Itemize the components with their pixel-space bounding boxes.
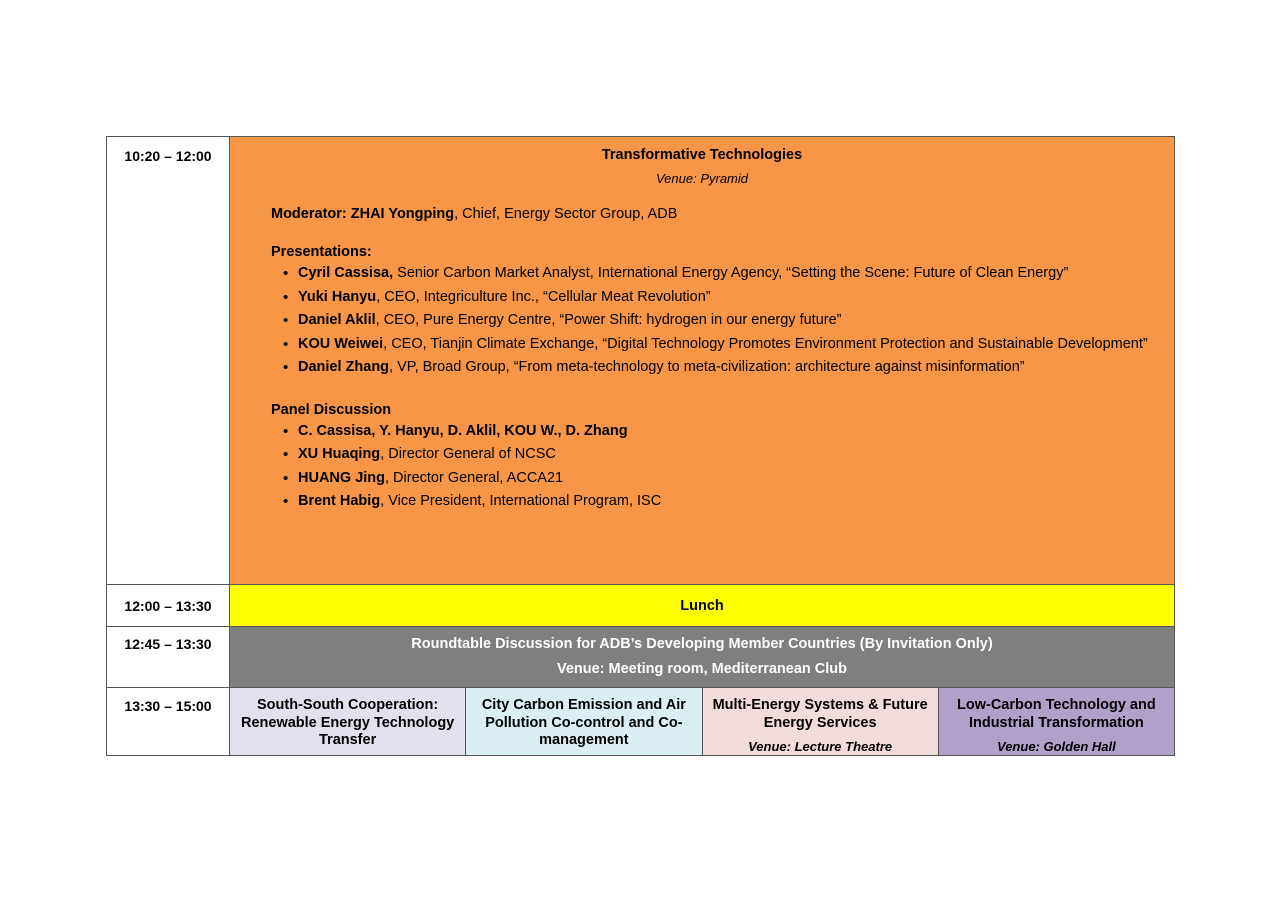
speaker-name: Daniel Zhang <box>298 359 390 375</box>
agenda-row-roundtable <box>107 627 1175 688</box>
roundtable-block <box>230 627 1175 688</box>
panelist-name: XU Huaqing <box>298 446 381 462</box>
agenda-row-lunch <box>107 585 1175 627</box>
time-cell: 13:30 – 15:00 <box>107 688 230 756</box>
session-title: Low-Carbon Technology and Industrial Transformation <box>957 697 1156 731</box>
lunch-block: Lunch <box>230 585 1175 627</box>
presentation-item <box>271 333 1166 357</box>
presentation-item <box>271 262 1166 286</box>
parallel-session-4 <box>938 688 1174 756</box>
presentation-item <box>271 309 1166 333</box>
panel-heading: Panel Discussion <box>271 401 392 418</box>
session-title: City Carbon Emission and Air Pollution Co-control and Co-management <box>481 697 686 748</box>
session-venue: Venue: Lecture Theatre <box>748 739 893 754</box>
speaker-detail: , VP, Broad Group, “From meta-technology to meta-civilization: architecture against misinformation” <box>389 359 1025 375</box>
moderator-name: Moderator: ZHAI Yongping <box>271 206 455 222</box>
panelist-name: Brent Habig <box>298 493 381 509</box>
panel-item <box>271 490 1166 514</box>
agenda-row-transformative <box>107 137 1175 585</box>
parallel-session-2 <box>466 688 702 756</box>
panel-item <box>271 420 1166 444</box>
moderator-line <box>271 206 1166 222</box>
presentations-list <box>271 262 1166 380</box>
presentations-heading: Presentations: <box>271 244 372 260</box>
panelist-name: HUANG Jing <box>298 469 385 486</box>
parallel-session-3 <box>702 688 938 756</box>
session-venue: Venue: Golden Hall <box>997 739 1116 754</box>
session-venue: Venue: Pyramid <box>655 171 748 186</box>
moderator-role: , Chief, Energy Sector Group, ADB <box>454 206 678 222</box>
parallel-session-1 <box>230 688 466 756</box>
roundtable-title: Roundtable Discussion for ADB’s Developing Member Countries (By Invitation Only) <box>411 636 993 652</box>
agenda-row-parallel-sessions <box>107 688 1175 756</box>
speaker-name: Cyril Cassisa, <box>298 265 394 281</box>
session-title: Multi-Energy Systems & Future Energy Services <box>712 697 928 731</box>
agenda-table <box>106 136 1175 756</box>
panel-item <box>271 467 1166 491</box>
roundtable-venue: Venue: Meeting room, Mediterranean Club <box>556 661 848 677</box>
speaker-name: KOU Weiwei <box>298 335 384 352</box>
speaker-name: Yuki Hanyu <box>298 288 377 305</box>
panelist-detail: , Director General of NCSC <box>380 446 556 462</box>
transformative-technologies-block <box>230 137 1175 585</box>
speaker-detail: Senior Carbon Market Analyst, International Energy Agency, “Setting the Scene: Future of Clean Energy” <box>393 265 1069 281</box>
presentation-item <box>271 356 1166 380</box>
time-cell: 12:00 – 13:30 <box>107 585 230 627</box>
session-title: South-South Cooperation: Renewable Energy Technology Transfer <box>240 697 455 748</box>
speaker-detail: , CEO, Pure Energy Centre, “Power Shift: hydrogen in our energy future” <box>375 312 842 328</box>
presentation-item <box>271 286 1166 310</box>
speaker-detail: , CEO, Integriculture Inc., “Cellular Meat Revolution” <box>376 288 711 305</box>
panelist-name: C. Cassisa, Y. Hanyu, D. Aklil, KOU W., D. Zhang <box>298 422 628 439</box>
panelist-detail: , Vice President, International Program, ISC <box>380 493 662 509</box>
panel-item <box>271 443 1166 467</box>
speaker-detail: , CEO, Tianjin Climate Exchange, “Digital Technology Promotes Environment Protection and Sustainable Development” <box>383 335 1148 352</box>
speaker-name: Daniel Aklil <box>298 312 376 328</box>
panel-list <box>271 420 1166 514</box>
session-title: Transformative Technologies <box>601 147 803 163</box>
time-cell: 12:45 – 13:30 <box>107 627 230 688</box>
panelist-detail: , Director General, ACCA21 <box>385 469 564 486</box>
time-cell: 10:20 – 12:00 <box>107 137 230 585</box>
